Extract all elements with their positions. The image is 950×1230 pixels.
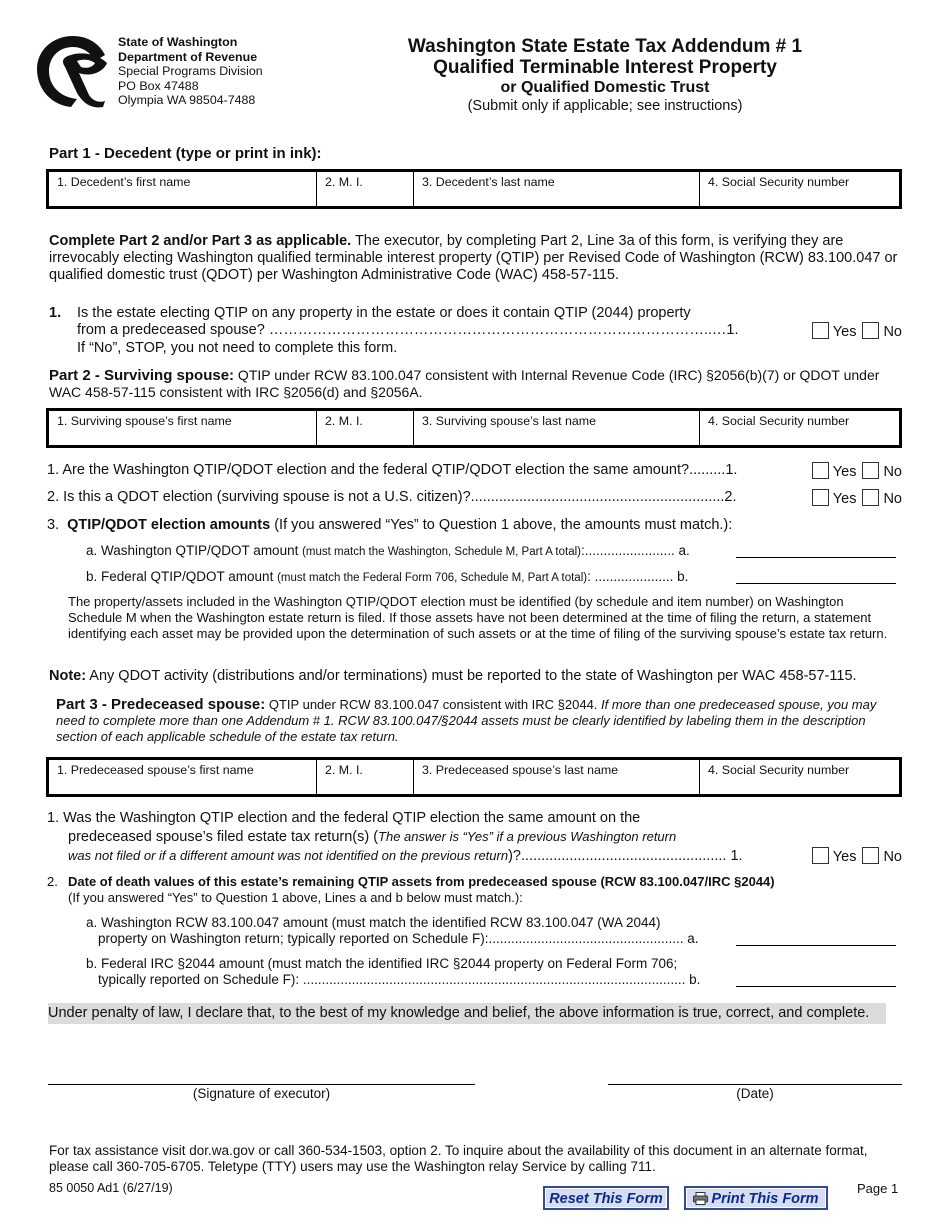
part3-heading-bold: Part 3 - Predeceased spouse: bbox=[56, 696, 266, 713]
part2-3b-amount-field[interactable] bbox=[736, 571, 896, 584]
q1-answer bbox=[806, 322, 902, 340]
field-label: 3. Decedent’s last name bbox=[422, 175, 555, 189]
part2-3a bbox=[86, 543, 690, 558]
part2-heading bbox=[49, 367, 909, 401]
predeceased-spouse-info-box bbox=[46, 757, 902, 797]
surviving-spouse-info-box bbox=[46, 408, 902, 448]
reset-label: Reset This Form bbox=[549, 1191, 663, 1207]
field-label: 2. M. I. bbox=[325, 763, 363, 777]
no-label: No bbox=[883, 491, 902, 507]
part3-2a-amount-field[interactable] bbox=[736, 933, 896, 946]
decedent-first-name-field[interactable] bbox=[49, 172, 317, 206]
reset-form-button[interactable] bbox=[543, 1186, 669, 1210]
decedent-last-name-field[interactable] bbox=[414, 172, 700, 206]
decedent-mi-field[interactable] bbox=[317, 172, 414, 206]
part2-q2-yes-checkbox[interactable] bbox=[812, 489, 829, 506]
q1-line3b: )?................................................... 1. bbox=[508, 848, 743, 864]
q3-text: (If you answered “Yes” to Question 1 above, the amounts must match.): bbox=[270, 517, 733, 533]
signature-label: (Signature of executor) bbox=[192, 1086, 331, 1101]
field-label: 4. Social Security number bbox=[708, 175, 850, 189]
q1-line-1: Is the estate electing QTIP on any property in the estate or does it contain QTIP (2044) property bbox=[77, 305, 691, 321]
yes-label: Yes bbox=[832, 464, 857, 480]
q3-bold: QTIP/QDOT election amounts bbox=[67, 517, 271, 533]
no-label: No bbox=[883, 324, 902, 340]
part2-q1-no-checkbox[interactable] bbox=[862, 462, 879, 479]
yes-label: Yes bbox=[832, 491, 857, 507]
intro-paragraph bbox=[49, 233, 904, 284]
field-label: 1. Surviving spouse’s first name bbox=[57, 414, 232, 428]
3a-dots: :........................ a. bbox=[581, 543, 690, 558]
predeceased-first-name-field[interactable] bbox=[49, 760, 317, 794]
field-label: 3. Predeceased spouse’s last name bbox=[422, 763, 619, 777]
surviving-last-name-field[interactable] bbox=[414, 411, 700, 445]
assistance-text: For tax assistance visit dor.wa.gov or call 360-534-1503, option 2. To inquire about the availability of this document in an alternate format, please call 360-705-6705. Teletype (TTY) users may use the Washington relay Service by calling 711. bbox=[49, 1143, 868, 1174]
page-number: Page 1 bbox=[857, 1181, 899, 1196]
q1-line3a: was not filed or if a different amount was not identified on the previous return bbox=[68, 848, 509, 863]
yes-label: Yes bbox=[832, 324, 857, 340]
part3-heading-text: QTIP under RCW 83.100.047 consistent with IRC §2044. bbox=[265, 697, 602, 712]
q1-yes-checkbox[interactable] bbox=[812, 322, 829, 339]
3a-label: a. Washington QTIP/QDOT amount bbox=[86, 543, 303, 558]
declaration: Under penalty of law, I declare that, to the best of my knowledge and belief, the above information is true, correct, and complete. bbox=[48, 1003, 886, 1024]
intro-bold: Complete Part 2 and/or Part 3 as applicable. bbox=[49, 233, 352, 249]
field-label: 1. Decedent’s first name bbox=[57, 175, 191, 189]
title-line-2: Qualified Terminable Interest Property bbox=[433, 57, 777, 78]
part2-q2-no-checkbox[interactable] bbox=[862, 489, 879, 506]
note-text: Any QDOT activity (distributions and/or terminations) must be reported to the state of Washington per WAC 458-57-115. bbox=[86, 668, 857, 684]
part3-q1-line-3 bbox=[68, 847, 798, 865]
part3-q1-answer bbox=[806, 847, 902, 865]
part2-heading-text: QTIP under RCW 83.100.047 consistent with Internal Revenue Code (IRC) §2056(b)(7) or QDOT under WAC 458-57-115 consistent with IRC §2056(d) and §2056A. bbox=[49, 367, 880, 400]
q1-number bbox=[49, 305, 61, 322]
intro-text: The executor, by completing Part 2, Line 3a of this form, is verifying they are irrevocably electing Washington qualified terminable interest property (QTIP) per Revised Code of Washington (RCW) 83.100.047 or qualified domestic trust (QDOT) per Washington Administrative Code (WAC) 458-57-115. bbox=[49, 233, 898, 283]
dor-logo bbox=[33, 33, 113, 109]
part2-q1-answer bbox=[806, 462, 902, 480]
form-id: 85 0050 Ad1 (6/27/19) bbox=[49, 1181, 173, 1195]
q1-line-3: If “No”, STOP, you not need to complete this form. bbox=[77, 340, 398, 356]
part1-heading: Part 1 - Decedent (type or print in ink): bbox=[49, 145, 322, 162]
part2-q2-answer bbox=[806, 489, 902, 507]
field-label: 1. Predeceased spouse’s first name bbox=[57, 763, 254, 777]
signature-line[interactable] bbox=[48, 1084, 475, 1085]
q1-num: 1. bbox=[49, 305, 62, 321]
decedent-ssn-field[interactable] bbox=[700, 172, 899, 206]
part2-q2: 2. Is this a QDOT election (surviving spouse is not a U.S. citizen)?...............................................................2. bbox=[47, 489, 737, 505]
form-title bbox=[340, 36, 870, 116]
field-label: 3. Surviving spouse’s last name bbox=[422, 414, 597, 428]
date-label: (Date) bbox=[736, 1086, 774, 1101]
part3-q1-no-checkbox[interactable] bbox=[862, 847, 879, 864]
surviving-mi-field[interactable] bbox=[317, 411, 414, 445]
predeceased-last-name-field[interactable] bbox=[414, 760, 700, 794]
part3-heading bbox=[56, 697, 896, 745]
surviving-first-name-field[interactable] bbox=[49, 411, 317, 445]
q1-line2b: The answer is “Yes” if a previous Washington return bbox=[378, 829, 677, 844]
note-bold: Note: bbox=[49, 668, 87, 684]
print-label: Print This Form bbox=[711, 1191, 819, 1207]
field-label: 2. M. I. bbox=[325, 175, 363, 189]
part3-q2-num: 2. bbox=[47, 874, 58, 889]
2b-line-1: b. Federal IRC §2044 amount (must match the identified IRC §2044 property on Federal Form 706; bbox=[86, 956, 678, 971]
agency-line: Department of Revenue bbox=[118, 49, 258, 64]
3b-dots: : ..................... b. bbox=[587, 569, 689, 584]
q1-no-checkbox[interactable] bbox=[862, 322, 879, 339]
q1-line-2: from a predeceased spouse? ………………………………………………………………………………..…1. bbox=[77, 322, 739, 338]
print-form-button[interactable] bbox=[684, 1186, 828, 1210]
yes-label: Yes bbox=[832, 849, 857, 865]
agency-block bbox=[118, 35, 263, 108]
title-line-1: Washington State Estate Tax Addendum # 1 bbox=[407, 36, 803, 57]
address-line: PO Box 47488 bbox=[118, 78, 199, 93]
part2-q1-yes-checkbox[interactable] bbox=[812, 462, 829, 479]
property-paragraph: The property/assets included in the Washington QTIP/QDOT election must be identified (by schedule and item number) on Washington Schedule M when the Washington estate return is filed. If those assets have not been determined at the time of filing the return, a statement identifying each asset may be provided upon the determination of such assets or at the time of filing of the surviving spouse’s estate tax return. bbox=[68, 594, 888, 641]
address-line: Special Programs Division bbox=[118, 64, 263, 79]
2a-line-1: a. Washington RCW 83.100.047 amount (must match the identified RCW 83.100.047 (WA 2044) bbox=[86, 915, 661, 930]
predeceased-ssn-field[interactable] bbox=[700, 760, 899, 794]
part3-2b-amount-field[interactable] bbox=[736, 974, 896, 987]
2a-line-2: property on Washington return; typically reported on Schedule F):.................................................... a. bbox=[98, 931, 699, 946]
part3-q1-yes-checkbox[interactable] bbox=[812, 847, 829, 864]
decedent-info-box bbox=[46, 169, 902, 209]
field-label: 4. Social Security number bbox=[708, 763, 850, 777]
part3-q2 bbox=[68, 874, 908, 906]
qdot-note bbox=[49, 668, 909, 685]
part2-q1: 1. Are the Washington QTIP/QDOT election and the federal QTIP/QDOT election the same amount?.........1. bbox=[47, 462, 738, 478]
3b-label: b. Federal QTIP/QDOT amount bbox=[86, 569, 278, 584]
q1-line2a: predeceased spouse’s filed estate tax return(s) ( bbox=[68, 829, 379, 845]
title-line-3: or Qualified Domestic Trust bbox=[500, 79, 710, 96]
field-label: 2. M. I. bbox=[325, 414, 363, 428]
part3-2a bbox=[86, 915, 699, 947]
part3-q1-line-2 bbox=[68, 828, 676, 846]
part2-q3 bbox=[47, 517, 732, 534]
date-line[interactable] bbox=[608, 1084, 902, 1085]
3b-note: (must match the Federal Form 706, Schedule M, Part A total) bbox=[277, 572, 588, 584]
part3-heading-italic: If more than one predeceased spouse, you may need to complete more than one Addendum # 1. RCW 83.100.047/§2044 assets must be clearly identified by labeling them in the description section of each applicable schedule of the estate tax return. bbox=[56, 697, 877, 744]
no-label: No bbox=[883, 464, 902, 480]
part2-3a-amount-field[interactable] bbox=[736, 545, 896, 558]
3a-note: (must match the Washington, Schedule M, Part A total) bbox=[302, 546, 581, 558]
2b-line-2: typically reported on Schedule F): ...................................................................................................... b. bbox=[98, 972, 701, 987]
agency-line: State of Washington bbox=[118, 35, 238, 49]
predeceased-mi-field[interactable] bbox=[317, 760, 414, 794]
part2-heading-bold: Part 2 - Surviving spouse: bbox=[49, 367, 235, 384]
address-line: Olympia WA 98504-7488 bbox=[118, 93, 256, 108]
part3-2b bbox=[86, 956, 700, 988]
q3-num: 3. bbox=[47, 517, 60, 533]
no-label: No bbox=[883, 849, 902, 865]
field-label: 4. Social Security number bbox=[708, 414, 850, 428]
part2-3b bbox=[86, 569, 688, 584]
part3-q1-line-1: 1. Was the Washington QTIP election and the federal QTIP election the same amount on the bbox=[47, 810, 641, 826]
printer-icon bbox=[693, 1192, 708, 1205]
q2-bold: Date of death values of this estate’s remaining QTIP assets from predeceased spouse (RCW 83.100.047/IRC §2044) bbox=[68, 874, 775, 889]
q2-text: (If you answered “Yes” to Question 1 above, Lines a and b below must match.): bbox=[68, 890, 523, 905]
surviving-ssn-field[interactable] bbox=[700, 411, 899, 445]
title-line-4: (Submit only if applicable; see instructions) bbox=[467, 98, 743, 114]
